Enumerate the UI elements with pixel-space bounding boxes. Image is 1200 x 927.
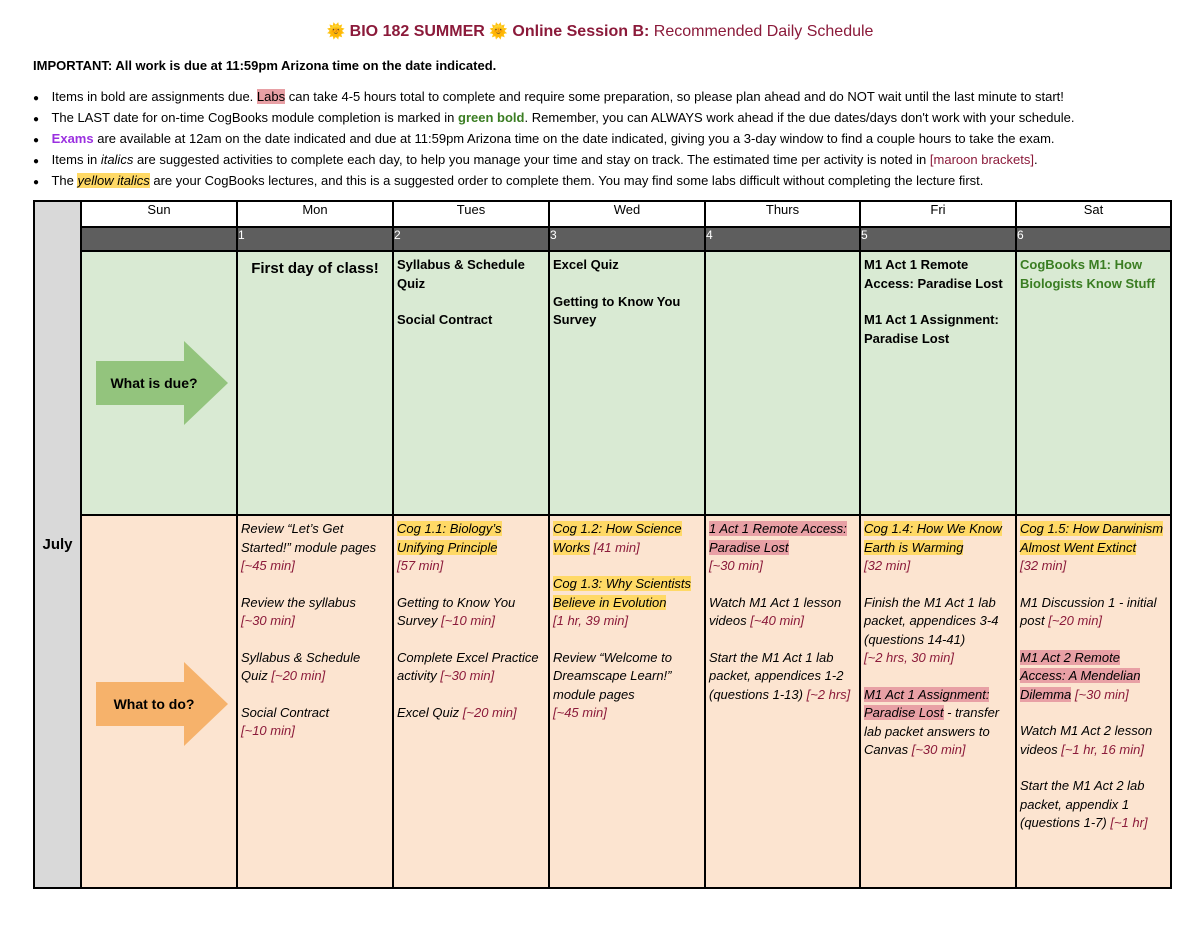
due-item: Getting to Know You Survey bbox=[553, 293, 681, 327]
date-number: 2 bbox=[393, 227, 549, 251]
day-header: Sun bbox=[81, 201, 237, 227]
time-estimate: [~10 min] bbox=[441, 613, 495, 628]
cogbooks-lecture: Cog 1.1: Biology’s Unifying Principle bbox=[397, 521, 502, 555]
time-estimate: [32 min] bbox=[864, 558, 911, 573]
todo-cell-tue bbox=[393, 515, 549, 888]
todo-item bbox=[709, 594, 856, 631]
time-estimate: [~20 min] bbox=[271, 668, 326, 683]
what-to-do-row bbox=[34, 515, 1171, 888]
month-label: July bbox=[34, 201, 81, 888]
cogbooks-lecture: Cog 1.5: How Darwinism Almost Went Extinct bbox=[1020, 521, 1164, 555]
todo-item bbox=[397, 704, 545, 723]
todo-item bbox=[553, 575, 701, 631]
todo-item bbox=[864, 686, 1012, 760]
important-note: IMPORTANT: All work is due at 11:59pm Arizona time on the date indicated. bbox=[33, 58, 497, 73]
due-cell-tue bbox=[393, 251, 549, 515]
date-number-row bbox=[34, 227, 1171, 251]
todo-text: Syllabus & Schedule Quiz bbox=[241, 649, 361, 683]
cogbooks-lecture: Cog 1.3: Why Scientists Believe in Evolution bbox=[553, 576, 691, 610]
title-course: BIO 182 SUMMER bbox=[349, 23, 485, 40]
instruction-text: The bbox=[51, 173, 74, 188]
instruction-text: are available at 12am on the date indicated and due at 11:59pm Arizona time on the date indicated, giving you a 3-day window to find a couple hours to take the exam. bbox=[97, 131, 1055, 146]
labs-highlight: Labs bbox=[256, 89, 286, 104]
date-number: 6 bbox=[1016, 227, 1171, 251]
yellow-italics-text: yellow italics bbox=[77, 173, 150, 188]
instruction-text: can take 4-5 hours total to complete and require some preparation, so please plan ahead and do NOT wait until the last minute to start! bbox=[288, 89, 1064, 104]
due-cell-wed bbox=[549, 251, 705, 515]
instruction-text: are suggested activities to complete each day, to help you manage your time and stay on track. The estimated time per activity is noted in bbox=[136, 152, 927, 167]
due-item: M1 Act 1 Remote Access: Paradise Lost bbox=[864, 257, 1003, 291]
time-estimate: [57 min] bbox=[397, 558, 444, 573]
due-cell-fri bbox=[860, 251, 1016, 515]
date-number: 5 bbox=[860, 227, 1016, 251]
due-arrow-cell bbox=[81, 251, 237, 515]
cogbooks-lecture: Cog 1.2: How Science Works bbox=[553, 521, 682, 555]
day-header: Mon bbox=[237, 201, 393, 227]
first-day-text: First day of class! bbox=[251, 260, 379, 277]
todo-cell-mon bbox=[237, 515, 393, 888]
instruction-text: The LAST date for on-time CogBooks module completion is marked in bbox=[51, 110, 455, 125]
todo-text: Start the M1 Act 2 lab packet, appendix 1 (questions 1-7) bbox=[1020, 778, 1145, 830]
weekday-header-row bbox=[34, 201, 1171, 227]
todo-item bbox=[241, 704, 389, 741]
todo-item bbox=[864, 594, 1012, 668]
due-item: Excel Quiz bbox=[553, 257, 619, 272]
due-item: Social Contract bbox=[397, 312, 493, 327]
todo-item bbox=[553, 520, 701, 557]
todo-item bbox=[553, 649, 701, 723]
todo-text: Social Contract bbox=[241, 704, 330, 720]
time-estimate: [32 min] bbox=[1020, 558, 1067, 573]
instruction-text: are your CogBooks lectures, and this is a suggested order to complete them. You may find some labs difficult without completing the lecture first. bbox=[153, 173, 984, 188]
date-number: 1 bbox=[237, 227, 393, 251]
todo-text: Review “Welcome to Dreamscape Learn!” module pages bbox=[553, 649, 672, 702]
instruction-italics bbox=[33, 149, 1183, 170]
time-estimate: [~45 min] bbox=[553, 705, 607, 720]
instruction-text: . bbox=[1033, 152, 1038, 167]
todo-text: Watch M1 Act 2 lesson videos bbox=[1020, 723, 1153, 757]
sun-icon: 🌞 bbox=[326, 23, 346, 40]
day-header: Thurs bbox=[705, 201, 860, 227]
time-estimate: [~30 min] bbox=[241, 613, 295, 628]
todo-item bbox=[241, 594, 389, 631]
date-number: 4 bbox=[705, 227, 860, 251]
time-estimate: [~20 min] bbox=[1048, 613, 1103, 628]
todo-text: Excel Quiz bbox=[397, 704, 460, 720]
day-header: Wed bbox=[549, 201, 705, 227]
instruction-text: . Remember, you can ALWAYS work ahead if the due dates/days don't work with your schedule. bbox=[524, 110, 1075, 125]
todo-item bbox=[1020, 649, 1167, 705]
day-header: Sat bbox=[1016, 201, 1171, 227]
todo-label: What to do? bbox=[113, 696, 195, 712]
schedule-table bbox=[33, 200, 1172, 889]
todo-text: M1 Discussion 1 - initial post bbox=[1020, 594, 1157, 628]
cogbooks-lecture: Cog 1.4: How We Know Earth is Warming bbox=[864, 521, 1002, 555]
todo-cell-fri bbox=[860, 515, 1016, 888]
day-header: Fri bbox=[860, 201, 1016, 227]
due-item: Syllabus & Schedule Quiz bbox=[397, 257, 525, 291]
todo-text: Review the syllabus bbox=[241, 594, 356, 610]
todo-text: Finish the M1 Act 1 lab packet, appendices 3-4 (questions 14-41) bbox=[864, 594, 999, 647]
time-estimate: [~30 min] bbox=[440, 668, 495, 683]
instruction-text: Items in bbox=[51, 152, 98, 167]
day-header: Tues bbox=[393, 201, 549, 227]
todo-item bbox=[709, 649, 856, 705]
todo-item bbox=[241, 520, 389, 576]
orange-arrow-icon bbox=[96, 662, 228, 746]
todo-item bbox=[397, 520, 545, 576]
todo-cell-sat bbox=[1016, 515, 1171, 888]
due-label: What is due? bbox=[110, 375, 198, 391]
todo-item bbox=[864, 520, 1012, 576]
todo-item bbox=[1020, 722, 1167, 759]
due-cell-mon bbox=[237, 251, 393, 515]
instruction-bold-due bbox=[33, 86, 1183, 107]
instruction-yellow-italics bbox=[33, 170, 1183, 191]
time-estimate: [41 min] bbox=[593, 539, 640, 555]
date-number: 3 bbox=[549, 227, 705, 251]
sun-icon: 🌞 bbox=[489, 23, 508, 40]
todo-arrow-cell bbox=[81, 515, 237, 888]
date-number bbox=[81, 227, 237, 251]
time-estimate: [~2 hrs, 30 min] bbox=[864, 650, 954, 665]
instructions-list bbox=[33, 86, 1183, 191]
lab-item: 1 Act 1 Remote Access: Paradise Lost bbox=[709, 521, 847, 555]
title-subtitle: Recommended Daily Schedule bbox=[653, 23, 874, 40]
page-title bbox=[0, 22, 1200, 41]
green-arrow-icon bbox=[96, 341, 228, 425]
todo-text: Start the M1 Act 1 lab packet, appendices 1-2 (questions 1-13) bbox=[709, 649, 844, 702]
todo-item bbox=[709, 520, 856, 576]
todo-text: Watch M1 Act 1 lesson videos bbox=[709, 594, 842, 628]
due-cell-thu bbox=[705, 251, 860, 515]
instruction-text: Items in bold are assignments due. bbox=[51, 89, 254, 104]
time-estimate: [~30 min] bbox=[911, 742, 966, 757]
instruction-green-bold bbox=[33, 107, 1183, 128]
todo-text: Getting to Know You Survey bbox=[397, 594, 516, 628]
green-bold-text: green bold bbox=[458, 110, 525, 125]
what-is-due-row bbox=[34, 251, 1171, 515]
italics-text: italics bbox=[100, 152, 134, 167]
time-estimate: [~40 min] bbox=[750, 613, 805, 628]
title-session: Online Session B: bbox=[512, 23, 650, 40]
time-estimate: [~30 min] bbox=[1074, 686, 1129, 702]
lab-item: M1 Act 2 Remote Access: A Mendelian Dilemma bbox=[1020, 649, 1141, 702]
maroon-brackets-text: [maroon brackets] bbox=[929, 152, 1034, 167]
time-estimate: [~2 hrs] bbox=[806, 686, 851, 702]
due-item-cogbooks: CogBooks M1: How Biologists Know Stuff bbox=[1020, 257, 1156, 291]
time-estimate: [~45 min] bbox=[241, 558, 295, 573]
time-estimate: [~10 min] bbox=[241, 723, 295, 738]
todo-item bbox=[397, 594, 545, 631]
time-estimate: [~1 hr] bbox=[1110, 815, 1148, 830]
todo-item bbox=[1020, 777, 1167, 833]
time-estimate: [~30 min] bbox=[709, 558, 763, 573]
due-item: M1 Act 1 Assignment: Paradise Lost bbox=[864, 312, 999, 346]
todo-text: Complete Excel Practice activity bbox=[397, 649, 539, 683]
todo-text: Review “Let’s Get Started!” module pages bbox=[241, 521, 377, 555]
todo-cell-thu bbox=[705, 515, 860, 888]
time-estimate: [~1 hr, 16 min] bbox=[1061, 741, 1144, 757]
lab-item: M1 Act 1 Assignment: Paradise Lost bbox=[864, 686, 990, 720]
todo-item bbox=[1020, 594, 1167, 631]
todo-text: - transfer lab packet answers to Canvas bbox=[864, 705, 1000, 757]
instruction-exams bbox=[33, 128, 1183, 149]
todo-item bbox=[397, 649, 545, 686]
todo-item bbox=[1020, 520, 1167, 576]
time-estimate: [1 hr, 39 min] bbox=[553, 613, 629, 628]
todo-item bbox=[241, 649, 389, 686]
time-estimate: [~20 min] bbox=[462, 704, 517, 720]
todo-cell-wed bbox=[549, 515, 705, 888]
exams-text: Exams bbox=[51, 131, 94, 146]
due-cell-sat bbox=[1016, 251, 1171, 515]
